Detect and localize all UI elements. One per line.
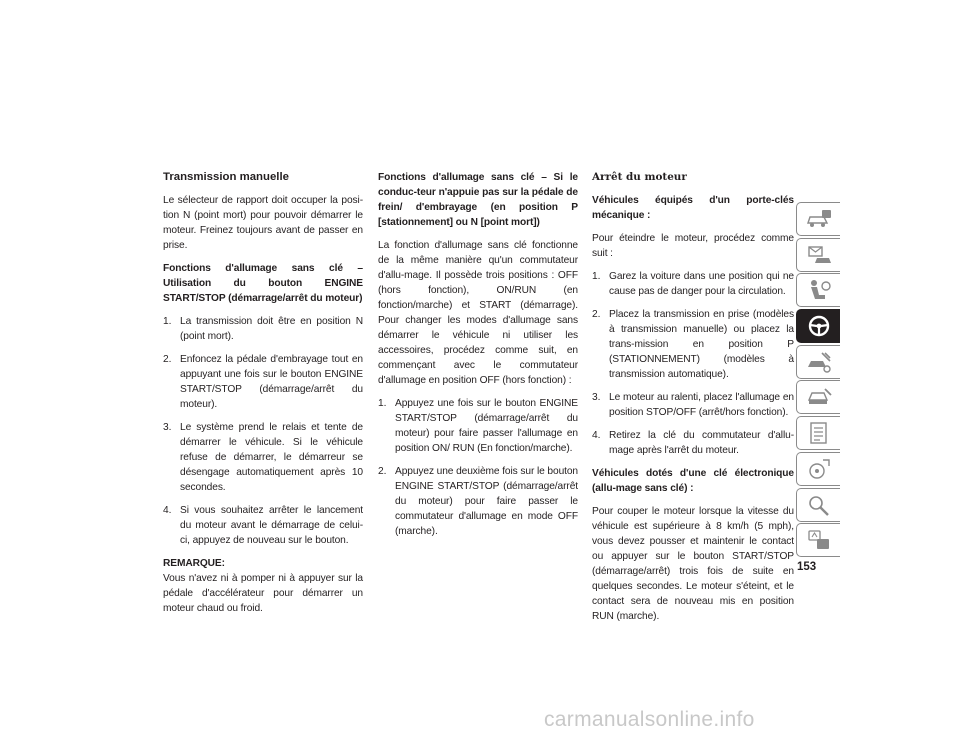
paragraph: Pour éteindre le moteur, procédez comme suit :	[592, 233, 794, 259]
chapter-tabs	[796, 202, 840, 559]
subsection-heading: Fonctions d'allumage sans clé – Si le conduc-teur n'appuie pas sur la pédale de frein/ d'embrayage (en position P [stationnement] ou N [point mort])	[378, 172, 578, 228]
tab-car-info[interactable]	[796, 202, 840, 236]
note-text: Vous n'avez ni à pomper ni à appuyer sur la pédale d'accélérateur pour démarrer un moteur chaud ou froid.	[163, 573, 363, 614]
paragraph: La fonction d'allumage sans clé fonctionne de la même manière qu'un commutateur d'allu-mage. Il possède trois positions : OFF (hors fonction), ON/RUN (en fonction/marche) et START (démarrage). Pour changer les modes d'allumage sans démarrer le véhicule ni utiliser les accessoires, procédez comme suit, en commençant avec le commutateur d'allumage en position OFF (hors fonction) :	[378, 240, 578, 386]
paragraph: Pour couper le moteur lorsque la vitesse du véhicule est supérieure à 8 km/h (5 mph), vous devez pousser et maintenir le contact ou appuyer sur le bouton START/STOP (démarrage/arrêt) trois fois de suite en quelques secondes. Le moteur s'éteint, et le contact sera de nouveau mis en position RUN (marche).	[592, 506, 794, 622]
language-icon	[805, 528, 833, 552]
tab-car-tools[interactable]	[796, 345, 840, 379]
list-item: 4. Retirez la clé du commutateur d'allu-mage après l'arrêt du moteur.	[592, 430, 794, 456]
seat-safety-icon	[805, 278, 833, 302]
list-item: 1. Garez la voiture dans une position qui ne cause pas de danger pour la circulation.	[592, 271, 794, 297]
tab-multimedia[interactable]	[796, 452, 840, 486]
note-title: REMARQUE:	[163, 558, 225, 569]
list-item: 1. Appuyez une fois sur le bouton ENGINE START/STOP (démarrage/arrêt du moteur) pour faire passer l'allumage en position ON/ RUN (En fonction/marche).	[378, 398, 578, 454]
tab-seat-safety[interactable]	[796, 273, 840, 307]
checklist-icon	[805, 421, 833, 445]
column-middle	[378, 170, 578, 547]
list-item: 1. La transmission doit être en position N (point mort).	[163, 316, 363, 342]
car-service-icon	[805, 385, 833, 409]
steering-wheel-icon	[805, 314, 833, 338]
column-right	[592, 170, 794, 632]
multimedia-icon	[805, 457, 833, 481]
tab-language[interactable]	[796, 523, 840, 557]
car-mail-icon	[805, 243, 833, 267]
subsection-heading: Véhicules dotés d'une clé électronique (allu-mage sans clé) :	[592, 468, 794, 494]
steps-list	[592, 269, 794, 458]
car-info-icon	[805, 207, 833, 231]
list-item: 3. Le moteur au ralenti, placez l'allumage en position STOP/OFF (arrêt/hors fonction).	[592, 392, 794, 418]
subsection-heading: Fonctions d'allumage sans clé – Utilisation du bouton ENGINE START/STOP (démarrage/arrêt du moteur)	[163, 263, 363, 304]
list-item: 4. Si vous souhaitez arrêter le lancement du moteur avant le démarrage de celui-ci, appuyez de nouveau sur le bouton.	[163, 505, 363, 546]
steps-list	[378, 396, 578, 539]
tab-car-service[interactable]	[796, 380, 840, 414]
paragraph: Le sélecteur de rapport doit occuper la posi-tion N (point mort) pour pouvoir démarrer le moteur. Freinez toujours avant de passer en prise.	[163, 195, 363, 251]
section-heading: Arrêt du moteur	[592, 171, 687, 183]
tab-starting-operating[interactable]	[796, 309, 840, 343]
tab-car-mail[interactable]	[796, 238, 840, 272]
list-item: 2. Enfoncez la pédale d'embrayage tout en appuyant une fois sur le bouton ENGINE START/STOP (démarrage/arrêt du moteur).	[163, 354, 363, 410]
column-left	[163, 170, 363, 624]
tab-checklist[interactable]	[796, 416, 840, 450]
steps-list	[163, 314, 363, 548]
tab-search[interactable]	[796, 488, 840, 522]
list-item: 3. Le système prend le relais et tente de démarrer le véhicule. Si le véhicule refuse de démarrer, le démarreur se désengage automatiquement après 10 secondes.	[163, 422, 363, 493]
list-item: 2. Placez la transmission en prise (modèles à transmission manuelle) ou placez la trans-mission en position P (STATIONNEMENT) (modèles à transmission automatique).	[592, 309, 794, 380]
subsection-heading: Véhicules équipés d'un porte-clés mécanique :	[592, 195, 794, 221]
page-number: 153	[797, 561, 817, 573]
magnifier-icon	[805, 493, 833, 517]
section-heading: Transmission manuelle	[163, 171, 289, 183]
list-item: 2. Appuyez une deuxième fois sur le bouton ENGINE START/STOP (démarrage/arrêt du moteur) pour faire passer le commutateur d'allumage en mode OFF (marche).	[378, 466, 578, 537]
car-tools-icon	[805, 350, 833, 374]
watermark: carmanualsonline.info	[544, 708, 755, 731]
